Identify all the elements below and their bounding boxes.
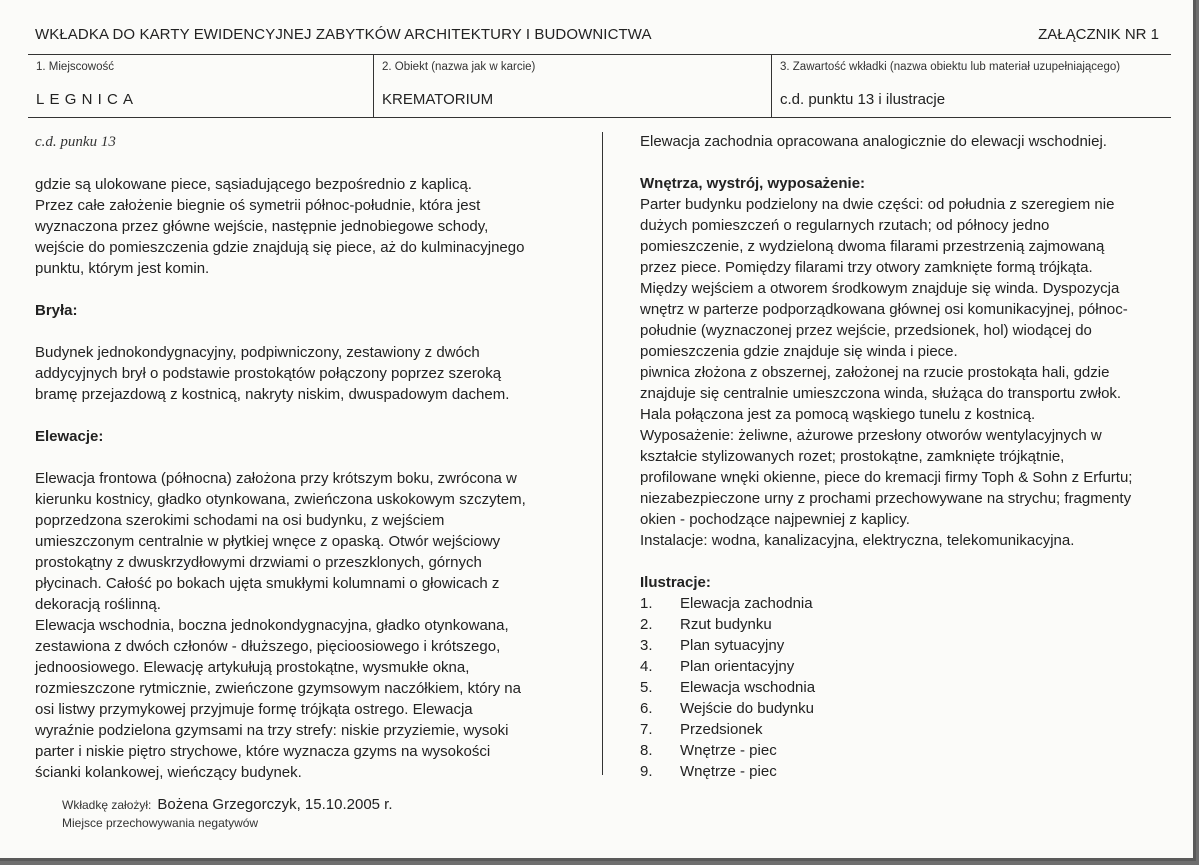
negatives-location-label: Miejsce przechowywania negatywów — [62, 816, 259, 830]
field-object-value: KREMATORIUM — [382, 91, 494, 108]
text-line: Hala połączona jest za pomocą wąskiego tunelu z kostnicą. — [640, 406, 1036, 423]
text-line: okien - pochodzące najpewniej z kaplicy. — [640, 511, 910, 528]
list-item-label: Wnętrze - piec — [680, 742, 777, 759]
text-line: dekoracją roślinną. — [35, 596, 161, 613]
text-line: dużych pomieszczeń o regularnych rzutach; od północy jedno — [640, 217, 1050, 234]
text-line: gdzie są ulokowane piece, sąsiadującego bezpośrednio z kaplicą. — [35, 176, 472, 193]
text-line: prostokątny z dwuskrzydłowymi drzwiami o przeszklonych, górnych — [35, 554, 482, 571]
text-line: addycyjnych brył o podstawie prostokątów połączony poprzez szeroką — [35, 365, 502, 382]
illustrations-list — [640, 593, 1175, 782]
text-line: Budynek jednokondygnacyjny, podpiwniczony, zestawiony z dwóch — [35, 344, 480, 361]
list-item-number: 5. — [640, 679, 653, 696]
text-line: wnętrz w parterze podporządkowana głównej osi komunikacyjnej, północ- — [640, 301, 1128, 318]
list-item-number: 2. — [640, 616, 653, 633]
text-line: umieszczonym centralnie w płytkiej wnęce z opaską. Otwór wejściowy — [35, 533, 501, 550]
text-line: zestawiona z dwóch członów - dłuższego, pięcioosiowego i krótszego, — [35, 638, 501, 655]
list-item — [640, 635, 1175, 656]
list-item-label: Plan sytuacyjny — [680, 637, 785, 654]
field-object-label: 2. Obiekt (nazwa jak w karcie) — [382, 61, 536, 73]
list-item-label: Elewacja wschodnia — [680, 679, 816, 696]
text-line: Przez całe założenie biegnie oś symetrii północ-południe, która jest — [35, 197, 481, 214]
text-line: Między wejściem a otworem środkowym znajduje się winda. Dyspozycja — [640, 280, 1120, 297]
list-item-number: 7. — [640, 721, 653, 738]
text-line: poprzedzona szerokimi schodami na osi budynku, z wejściem — [35, 512, 445, 529]
list-item — [640, 614, 1175, 635]
text-line: znajduje się centralnie umieszczona winda, służąca do transportu zwłok. — [640, 385, 1122, 402]
list-item — [640, 761, 1175, 782]
list-item-label: Rzut budynku — [680, 616, 772, 633]
left-column — [35, 132, 595, 783]
field-contents-label: 3. Zawartość wkładki (nazwa obiektu lub materiał uzupełniającego) — [780, 61, 1121, 73]
wnetrza-paragraph — [640, 194, 1175, 551]
text-line: pomieszczenie, z wydzieloną dwoma filarami przestrzenią zajmowaną — [640, 238, 1105, 255]
text-line: Elewacja wschodnia, boczna jednokondygnacyjna, gładko otynkowana, — [35, 617, 509, 634]
field-contents-value: c.d. punktu 13 i ilustracje — [780, 91, 946, 108]
header-fields-table — [28, 54, 1171, 118]
text-line: pomieszczenia gdzie znajduje się winda i piece. — [640, 343, 958, 360]
field-object — [373, 55, 771, 117]
text-line: Parter budynku podzielony na dwie części: od południa z szeregiem nie — [640, 196, 1115, 213]
author-line — [62, 796, 393, 814]
text-line: parter i niskie piętro strychowe, które wyznacza gzyms na wysokości — [35, 743, 491, 760]
text-line: płycinach. Całość po bokach ujęta smukłymi kolumnami o głowicach z — [35, 575, 500, 592]
list-item — [640, 719, 1175, 740]
text-line: niezabezpieczone urny z prochami przechowywane na strychu; fragmenty — [640, 490, 1132, 507]
text-line: wyraźnie podzielona gzymsami na trzy strefy: niskie przyziemie, wysoki — [35, 722, 509, 739]
text-line: profilowane wnęki okienne, piece do kremacji firmy Toph & Sohn z Erfurtu; — [640, 469, 1133, 486]
document-title: WKŁADKA DO KARTY EWIDENCYJNEJ ZABYTKÓW ARCHITEKTURY I BUDOWNICTWA — [35, 26, 652, 43]
list-item-number: 4. — [640, 658, 653, 675]
intro-paragraph — [35, 174, 595, 279]
text-line: przez piece. Pomiędzy filarami trzy otwory zamknięte formą trójkąta. — [640, 259, 1093, 276]
text-line: Instalacje: wodna, kanalizacyjna, elektryczna, telekomunikacyjna. — [640, 532, 1075, 549]
text-line: kierunku kostnicy, gładko otynkowana, zwieńczona uskokowym szczytem, — [35, 491, 526, 508]
list-item — [640, 698, 1175, 719]
list-item-number: 3. — [640, 637, 653, 654]
list-item-label: Elewacja zachodnia — [680, 595, 813, 612]
text-line: Elewacja frontowa (północna) założona przy krótszym boku, zwrócona w — [35, 470, 517, 487]
text-line: rozmieszczone rytmicznie, zwieńczone gzymsowym naczółkiem, który na — [35, 680, 521, 697]
text-line: południe (wyznaczonej przez wejście, przedsionek, hol) wiodącej do — [640, 322, 1092, 339]
list-item-number: 6. — [640, 700, 653, 717]
list-item-label: Plan orientacyjny — [680, 658, 795, 675]
list-item-number: 9. — [640, 763, 653, 780]
author-value: Bożena Grzegorczyk, 15.10.2005 r. — [157, 796, 393, 813]
list-item — [640, 593, 1175, 614]
section-heading-elewacje: Elewacje: — [35, 428, 104, 445]
text-line: punktu, którym jest komin. — [35, 260, 210, 277]
text-line: wyznaczona przez główne wejście, następnie jednobiegowe schody, — [35, 218, 489, 235]
section-heading-wnetrza: Wnętrza, wystrój, wyposażenie: — [640, 175, 866, 192]
text-line: jednoosiowego. Elewację artykułują prostokątne, wysmukłe okna, — [35, 659, 470, 676]
column-divider — [602, 132, 603, 775]
list-item-number: 1. — [640, 595, 653, 612]
author-label: Wkładkę założył: — [62, 798, 152, 812]
text-line: ścianki kolankowej, wieńczący budynek. — [35, 764, 302, 781]
annex-number: ZAŁĄCZNIK NR 1 — [1038, 26, 1159, 43]
section-heading-ilustracje: Ilustracje: — [640, 574, 711, 591]
title-row — [35, 26, 1159, 46]
list-item — [640, 740, 1175, 761]
field-locality-value: LEGNICA — [36, 91, 139, 108]
west-elevation-text: Elewacja zachodnia opracowana analogicznie do elewacji wschodniej. — [640, 133, 1107, 150]
list-item-number: 8. — [640, 742, 653, 759]
section-heading-bryla: Bryła: — [35, 302, 78, 319]
field-locality-label: 1. Miejscowość — [36, 61, 114, 73]
field-contents — [771, 55, 1171, 117]
text-line: piwnica złożona z obszernej, założonej na rzucie prostokąta hali, gdzie — [640, 364, 1110, 381]
list-item-label: Wejście do budynku — [680, 700, 814, 717]
text-line: bramę przejazdową z kostnicą, nakryty niskim, dwuspadowym dachem. — [35, 386, 510, 403]
text-line: kształcie stylizowanych rozet; prostokątne, zamknięte trójkątnie, — [640, 448, 1065, 465]
text-line: wejście do pomieszczenia gdzie znajdują się piece, aż do kulminacyjnego — [35, 239, 525, 256]
text-line: Wyposażenie: żeliwne, ażurowe przesłony otworów wentylacyjnych w — [640, 427, 1102, 444]
list-item — [640, 656, 1175, 677]
list-item-label: Przedsionek — [680, 721, 763, 738]
list-item-label: Wnętrze - piec — [680, 763, 777, 780]
right-column — [640, 132, 1175, 782]
bryla-paragraph — [35, 342, 595, 405]
elewacje-paragraph — [35, 468, 595, 783]
footer — [62, 796, 393, 832]
continuation-note: c.d. punku 13 — [35, 134, 116, 150]
list-item — [640, 677, 1175, 698]
field-locality — [28, 55, 373, 117]
text-line: osi listwy przymykowej przyjmuje formę trójkąta ostrego. Elewacja — [35, 701, 473, 718]
